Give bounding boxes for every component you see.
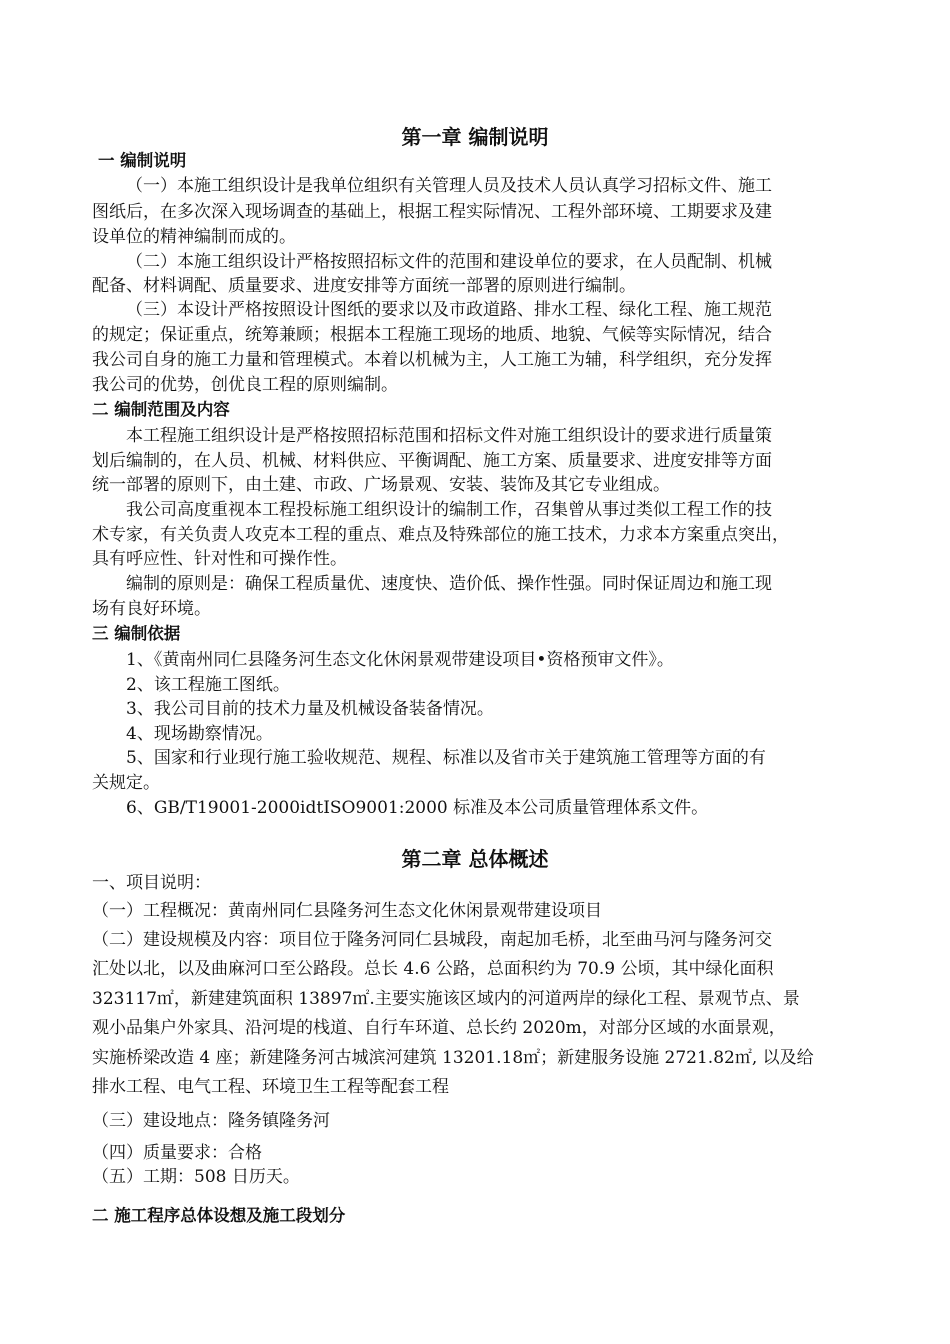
section-2-1-heading: 一、项目说明： xyxy=(92,873,211,893)
paragraph-line: 我公司自身的施工力量和管理模式。本着以机械为主，人工施工为辅，科学组织，充分发挥 xyxy=(92,350,772,370)
paragraph-line: 场有良好环境。 xyxy=(92,599,211,619)
paragraph-line: 观小品集户外家具、沿河堤的栈道、自行车环道、总长约 2020m，对部分区域的水面景观， xyxy=(92,1018,786,1038)
list-item: 2、该工程施工图纸。 xyxy=(126,675,290,695)
section-2-2-heading: 二 施工程序总体设想及施工段划分 xyxy=(92,1206,346,1225)
paragraph-line: （二）建设规模及内容：项目位于隆务河同仁县城段，南起加毛桥，北至曲马河与隆务河交 xyxy=(92,930,772,950)
paragraph-line: 汇处以北，以及曲麻河口至公路段。总长 4.6 公路，总面积约为 70.9 公顷，其中绿化面积 xyxy=(92,959,774,979)
section-1-3-heading: 三 编制依据 xyxy=(92,624,181,643)
list-item: 关规定。 xyxy=(92,773,160,793)
list-item: 6、GB/T19001-2000idtISO9001:2000 标准及本公司质量管理体系文件。 xyxy=(126,798,709,818)
paragraph-line: 排水工程、电气工程、环境卫生工程等配套工程 xyxy=(92,1077,449,1097)
paragraph-line: 本工程施工组织设计是严格按照招标范围和招标文件对施工组织设计的要求进行质量策 xyxy=(126,426,772,446)
list-item: 4、现场勘察情况。 xyxy=(126,724,273,744)
section-1-1-heading: 一 编制说明 xyxy=(98,151,187,170)
paragraph-line: 统一部署的原则下，由土建、市政、广场景观、安装、装饰及其它专业组成。 xyxy=(92,475,670,495)
chapter-1-title: 第一章 编制说明 xyxy=(401,125,549,149)
paragraph-line: （三）建设地点：隆务镇隆务河 xyxy=(92,1111,330,1131)
paragraph-line: 我公司高度重视本工程投标施工组织设计的编制工作，召集曾从事过类似工程工作的技 xyxy=(126,500,772,520)
paragraph-line: （一）工程概况：黄南州同仁县隆务河生态文化休闲景观带建设项目 xyxy=(92,901,602,921)
paragraph-line: 我公司的优势，创优良工程的原则编制。 xyxy=(92,375,398,395)
section-1-2-heading: 二 编制范围及内容 xyxy=(92,400,230,419)
paragraph-line: 设单位的精神编制而成的。 xyxy=(92,227,296,247)
paragraph-line: 图纸后，在多次深入现场调查的基础上，根据工程实际情况、工程外部环境、工期要求及建 xyxy=(92,202,772,222)
chapter-2-title: 第二章 总体概述 xyxy=(401,847,549,871)
paragraph-line: （三）本设计严格按照设计图纸的要求以及市政道路、排水工程、绿化工程、施工规范 xyxy=(126,300,772,320)
list-item: 1、《黄南州同仁县隆务河生态文化休闲景观带建设项目•资格预审文件》。 xyxy=(126,650,674,670)
paragraph-line: 术专家，有关负责人攻克本工程的重点、难点及特殊部位的施工技术，力求本方案重点突出， xyxy=(92,525,789,545)
list-item: 5、国家和行业现行施工验收规范、规程、标准以及省市关于建筑施工管理等方面的有 xyxy=(126,748,766,768)
paragraph-line: 323117㎡，新建建筑面积 13897㎡.主要实施该区域内的河道两岸的绿化工程、景观节点、景 xyxy=(92,989,800,1009)
paragraph-line: （四）质量要求：合格 xyxy=(92,1143,262,1163)
paragraph-line: 实施桥梁改造 4 座；新建隆务河古城滨河建筑 13201.18㎡；新建服务设施 2721.82㎡, 以及给 xyxy=(92,1048,814,1068)
list-item: 3、我公司目前的技术力量及机械设备装备情况。 xyxy=(126,699,494,719)
paragraph-line: （二）本施工组织设计严格按照招标文件的范围和建设单位的要求，在人员配制、机械 xyxy=(126,252,772,272)
paragraph-line: （五）工期：508 日历天。 xyxy=(92,1167,300,1187)
paragraph-line: 配备、材料调配、质量要求、进度安排等方面统一部署的原则进行编制。 xyxy=(92,276,636,296)
paragraph-line: 的规定；保证重点，统筹兼顾；根据本工程施工现场的地质、地貌、气候等实际情况，结合 xyxy=(92,325,772,345)
paragraph-line: 具有呼应性、针对性和可操作性。 xyxy=(92,549,347,569)
paragraph-line: 划后编制的，在人员、机械、材料供应、平衡调配、施工方案、质量要求、进度安排等方面 xyxy=(92,451,772,471)
paragraph-line: 编制的原则是：确保工程质量优、速度快、造价低、操作性强。同时保证周边和施工现 xyxy=(126,574,772,594)
paragraph-line: （一）本施工组织设计是我单位组织有关管理人员及技术人员认真学习招标文件、施工 xyxy=(126,176,772,196)
